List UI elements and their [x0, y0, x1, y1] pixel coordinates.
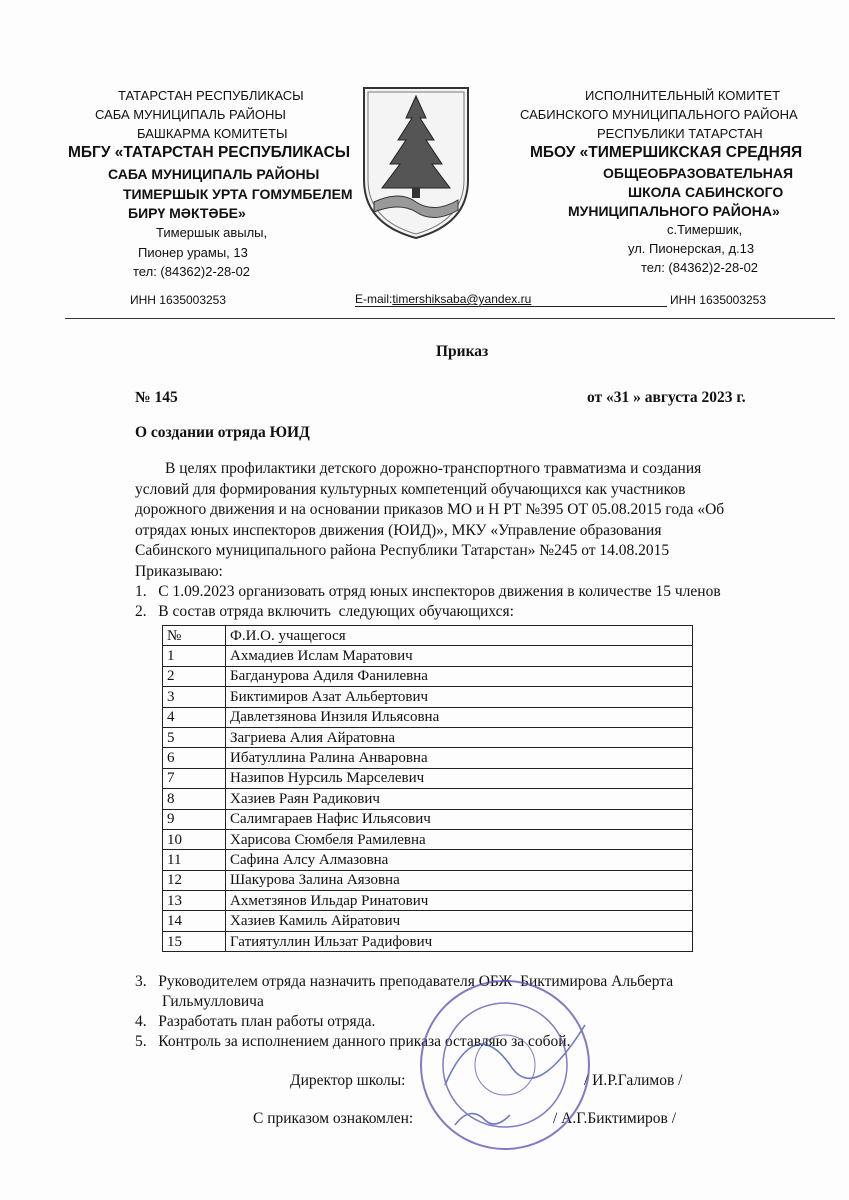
student-name: Давлетзянова Инзиля Ильясовна: [226, 707, 693, 727]
order-date: от «31 » августа 2023 г.: [587, 389, 746, 406]
table-row: [163, 870, 693, 890]
header-right-org: ШКОЛА САБИНСКОГО: [628, 184, 784, 200]
paragraph-line: условий для формирования культурных компетенций обучающихся как участников: [135, 480, 686, 498]
header-left-phone: тел: (84362)2-28-02: [133, 264, 251, 279]
paragraph-line: В целях профилактики детского дорожно-транспортного травматизма и создания: [165, 460, 702, 477]
paragraph-line: Сабинского муниципального района Республики Татарстан» №245 от 14.08.2015: [135, 542, 670, 559]
header-right-line: САБИНСКОГО МУНИЦИПАЛЬНОГО РАЙОНА: [520, 107, 798, 122]
header-left-org: МБГУ «ТАТАРСТАН РЕСПУБЛИКАСЫ: [68, 144, 351, 161]
table-row: [163, 911, 693, 931]
student-name: Шакурова Залина Аязовна: [226, 870, 693, 890]
signature-role: Директор школы:: [290, 1072, 406, 1089]
header-left-inn: ИНН 1635003253: [130, 293, 227, 307]
table-row: [163, 891, 693, 911]
row-number: 15: [163, 931, 226, 951]
header-right-phone: тел: (84362)2-28-02: [641, 260, 759, 275]
list-item: 5. Контроль за исполнением данного приказа оставляю за собой.: [135, 1033, 571, 1050]
paragraph-line: отрядах юных инспекторов движения (ЮИД)», МКУ «Управление образования: [135, 521, 662, 539]
header-left-line: БАШКАРМА КОМИТЕТЫ: [137, 126, 288, 141]
table-row: [163, 727, 693, 747]
student-name: Салимгараев Нафис Ильясович: [226, 809, 693, 829]
header-left-line: ТАТАРСТАН РЕСПУБЛИКАСЫ: [118, 88, 304, 103]
student-name: Назипов Нурсиль Марселевич: [226, 768, 693, 788]
order-number: № 145: [135, 389, 178, 406]
table-row: [163, 646, 693, 666]
student-name: Ахмадиев Ислам Маратович: [226, 646, 693, 666]
row-number: 1: [163, 646, 226, 666]
table-row: [163, 666, 693, 686]
header-right-org: МУНИЦИПАЛЬНОГО РАЙОНА»: [568, 203, 780, 219]
row-number: 12: [163, 870, 226, 890]
table-row: [163, 707, 693, 727]
row-number: 2: [163, 666, 226, 686]
student-name: Харисова Сюмбеля Рамилевна: [226, 829, 693, 849]
row-number: 3: [163, 687, 226, 707]
student-name: Хазиев Раян Радикович: [226, 789, 693, 809]
table-row: [163, 687, 693, 707]
header-right-inn: ИНН 1635003253: [670, 293, 767, 307]
header-right-line: ИСПОЛНИТЕЛЬНЫЙ КОМИТЕТ: [585, 88, 781, 103]
email-line: [355, 292, 667, 307]
student-name: Биктимиров Азат Альбертович: [226, 687, 693, 707]
header-left-org: БИРҮ МӘКТӘБЕ»: [128, 205, 246, 221]
header-right-org: МБОУ «ТИМЕРШИКСКАЯ СРЕДНЯЯ: [530, 144, 803, 161]
header-right-org: ОБЩЕОБРАЗОВАТЕЛЬНАЯ: [603, 165, 794, 181]
table-header-row: [163, 626, 693, 646]
list-item: 2. В состав отряда включить следующих обучающихся:: [135, 603, 514, 620]
row-number: 6: [163, 748, 226, 768]
header-right-line: РЕСПУБЛИКИ ТАТАРСТАН: [597, 126, 763, 141]
signature-role: С приказом ознакомлен:: [253, 1110, 414, 1127]
order-subject: О создании отряда ЮИД: [135, 424, 310, 441]
row-number: 11: [163, 850, 226, 870]
row-number: 4: [163, 707, 226, 727]
list-item: 1. С 1.09.2023 организовать отряд юных инспекторов движения в количестве 15 членов: [135, 583, 721, 600]
student-name: Гатиятуллин Ильзат Радифович: [226, 931, 693, 951]
table-row: [163, 829, 693, 849]
table-row: [163, 748, 693, 768]
email-label: E-mail:: [355, 292, 393, 306]
student-name: Ибатуллина Ралина Анваровна: [226, 748, 693, 768]
row-number: 9: [163, 809, 226, 829]
signature-scribble: [445, 1025, 585, 1085]
student-name: Ахметзянов Ильдар Ринатович: [226, 891, 693, 911]
table-row: [163, 789, 693, 809]
signature-name: / И.Р.Галимов /: [584, 1072, 683, 1089]
header-left-address: Тимершык авылы,: [156, 225, 268, 240]
header-number: №: [163, 626, 226, 646]
header-name: Ф.И.О. учащегося: [226, 626, 693, 646]
header-right-address: ул. Пионерская, д.13: [628, 241, 755, 256]
list-item: 3. Руководителем отряда назначить преподавателя ОБЖ Биктимирова Альберта: [135, 973, 674, 990]
row-number: 8: [163, 789, 226, 809]
header-left-org: ТИМЕРШЫК УРТА ГОМУМБЕЛЕМ: [123, 186, 353, 202]
table-row: [163, 809, 693, 829]
header-left-address: Пионер урамы, 13: [138, 245, 248, 260]
email-link[interactable]: timershiksaba@yandex.ru: [392, 292, 532, 306]
student-name: Багданурова Адиля Фанилевна: [226, 666, 693, 686]
document-title: Приказ: [436, 343, 489, 360]
student-name: Сафина Алсу Алмазовна: [226, 850, 693, 870]
row-number: 7: [163, 768, 226, 788]
signature-name: / А.Г.Биктимиров /: [553, 1110, 677, 1127]
row-number: 13: [163, 891, 226, 911]
student-name: Загриева Алия Айратовна: [226, 727, 693, 747]
paragraph-line: дорожного движения и на основании приказов МО и Н РТ №395 ОТ 05.08.2015 года «Об: [135, 501, 725, 518]
row-number: 5: [163, 727, 226, 747]
row-number: 14: [163, 911, 226, 931]
coat-of-arms-emblem: [360, 84, 472, 242]
students-table: [162, 625, 693, 952]
student-name: Хазиев Камиль Айратович: [226, 911, 693, 931]
table-row: [163, 931, 693, 951]
header-left-line: САБА МУНИЦИПАЛЬ РАЙОНЫ: [95, 107, 286, 122]
header-divider: [65, 318, 835, 319]
table-row: [163, 850, 693, 870]
header-left-org: САБА МУНИЦИПАЛЬ РАЙОНЫ: [108, 166, 320, 182]
table-row: [163, 768, 693, 788]
paragraph-line: Приказываю:: [135, 562, 223, 580]
header-right-address: с.Тимершик,: [667, 222, 743, 237]
official-stamp: [415, 975, 595, 1155]
list-item-continuation: Гильмулловича: [162, 993, 264, 1010]
row-number: 10: [163, 829, 226, 849]
list-item: 4. Разработать план работы отряда.: [135, 1013, 376, 1030]
